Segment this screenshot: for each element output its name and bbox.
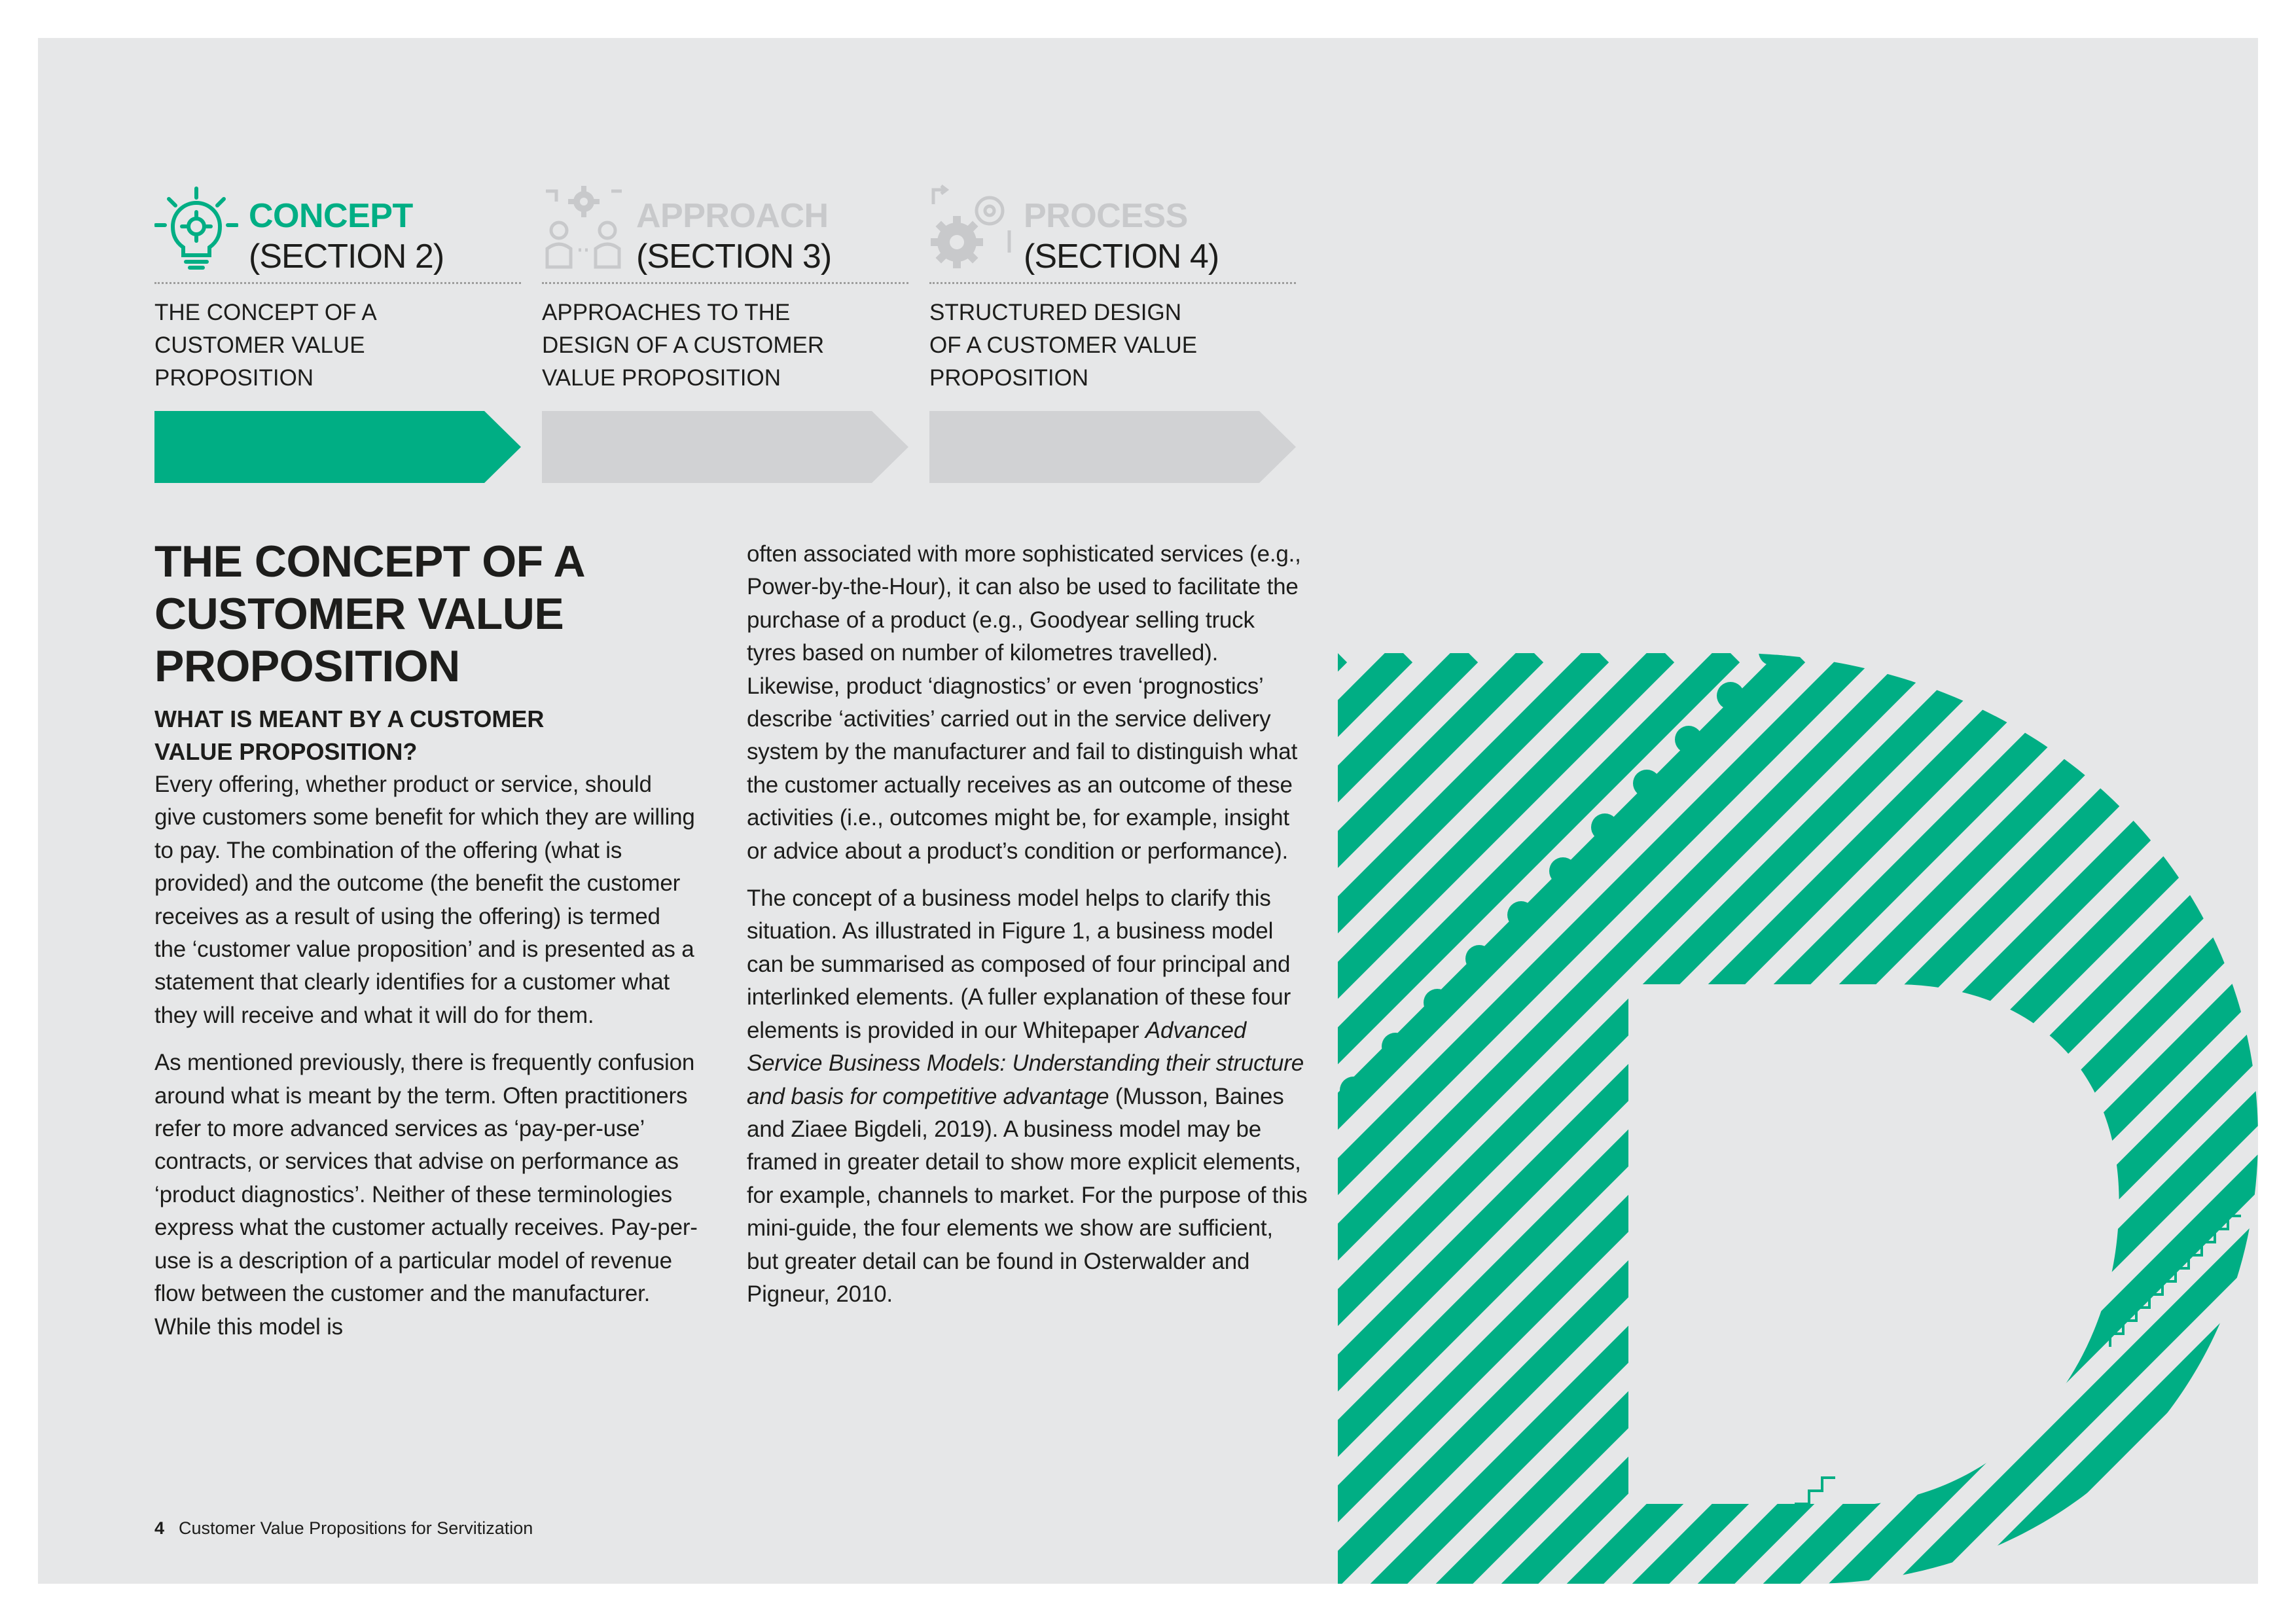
tab-title: CONCEPT [249,197,413,235]
decorative-dot [1633,770,1660,797]
page-number: 4 [154,1518,165,1538]
desc-line: THE CONCEPT OF A [154,300,377,325]
desc-line: APPROACHES TO THE [542,300,791,325]
desc-line: PROPOSITION [929,365,1089,391]
tab-section: (SECTION 4) [1024,238,1219,276]
decorative-dot [1424,989,1451,1016]
tab-title: APPROACH [636,197,829,235]
decorative-stripe [1338,653,1534,1584]
desc-line: DESIGN OF A CUSTOMER [542,332,825,358]
tab-title: PROCESS [1024,197,1188,235]
decorative-dot [1717,682,1744,709]
lightbulb-gear-icon [154,185,238,271]
page-title [154,535,744,692]
paragraph: often associated with more sophisticated services (e.g., Power-by-the-Hour), it can also be used to facilitate the purchase of a product (e.g., Goodyear selling truck tyres based on number of kilometres travelled). Likewise, product ‘diagnostics’ or even ‘prognostics’ describe ‘activities’ carried out in the service delivery system by the manufacturer and fail to distinguish what the customer actually receives as an outcome of these activities (i.e., outcomes might be, for example, insight or advice about a product’s condition or performance). [747,541,1301,864]
title-line: CUSTOMER VALUE [154,589,564,639]
tab-section: (SECTION 3) [636,238,832,276]
text-span: The concept of a business model helps to clarify this situation. As illustrated in Figure 1, a business model can be summarised as composed of four principal and interlinked elements. (A fuller explanation of these four elements is provided in our Whitepaper [747,885,1291,1043]
title-line: PROPOSITION [154,641,460,691]
title-line: THE CONCEPT OF A [154,537,586,586]
subheading-line: WHAT IS MEANT BY A CUSTOMER [154,705,545,732]
decorative-letter-d-graphic [1338,614,2258,1584]
decorative-dot [1591,813,1619,841]
page [38,38,2258,1584]
desc-line: STRUCTURED DESIGN [929,300,1182,325]
desc-line: PROPOSITION [154,365,314,391]
subheading-line: VALUE PROPOSITION? [154,738,418,765]
tab-section: (SECTION 2) [249,238,444,276]
subheading [154,703,717,768]
desc-line: VALUE PROPOSITION [542,365,781,391]
divider [154,282,521,284]
footer [154,1518,533,1539]
divider [542,282,908,284]
decorative-dot [1759,638,1786,666]
decorative-dot [1507,901,1535,929]
paragraph [747,882,1310,1311]
progress-arrow [542,411,908,483]
desc-line: OF A CUSTOMER VALUE [929,332,1198,358]
footer-title: Customer Value Propositions for Servitization [179,1518,533,1538]
decorative-dot [1675,726,1702,753]
tab-description [542,296,908,395]
progress-arrow-active [154,411,521,483]
desc-line: CUSTOMER VALUE [154,332,365,358]
decorative-dot [1340,1077,1367,1104]
progress-arrow [929,411,1296,483]
decorative-dot [1465,945,1493,972]
tab-description [929,296,1296,395]
decorative-dot [1549,857,1577,885]
decorative-dot [1382,1033,1409,1060]
people-gears-icon [542,185,626,271]
paragraph: As mentioned previously, there is frequently confusion around what is meant by the term. Often practitioners refer to more advanced services as ‘pay-per-use’ contracts, or services that advise on performance as ‘product diagnostics’. Neither of these terminologies express what the customer actually receives. Pay-per-use is a description of a particular model of revenue flow between the customer and the manufacturer. While this model is [154,1050,698,1340]
gears-process-icon [929,185,1013,271]
text-span: (Musson, Baines and Ziaee Bigdeli, 2019). A business model may be framed in greater detail to show more explicit elements, for example, channels to market. For the purpose of this mini-guide, the four elements we show are sufficient, but greater detail can be found in Osterwalder and Pigneur, 2010. [747,1083,1308,1307]
citation-title: Advanced Service Business Models: Understanding their structure and basis for competitive advantage [747,1017,1304,1109]
body-column-left [154,768,698,1358]
paragraph: Every offering, whether product or service, should give customers some benefit for which they are willing to pay. The combination of the offering (what is provided) and the outcome (the benefit the customer receives as a result of using the offering) is termed the ‘customer value proposition’ and is presented as a statement that clearly identifies for a customer what they will receive and what it will do for them. [154,772,695,1028]
tab-description [154,296,521,395]
body-column-right [747,538,1310,1325]
divider [929,282,1296,284]
